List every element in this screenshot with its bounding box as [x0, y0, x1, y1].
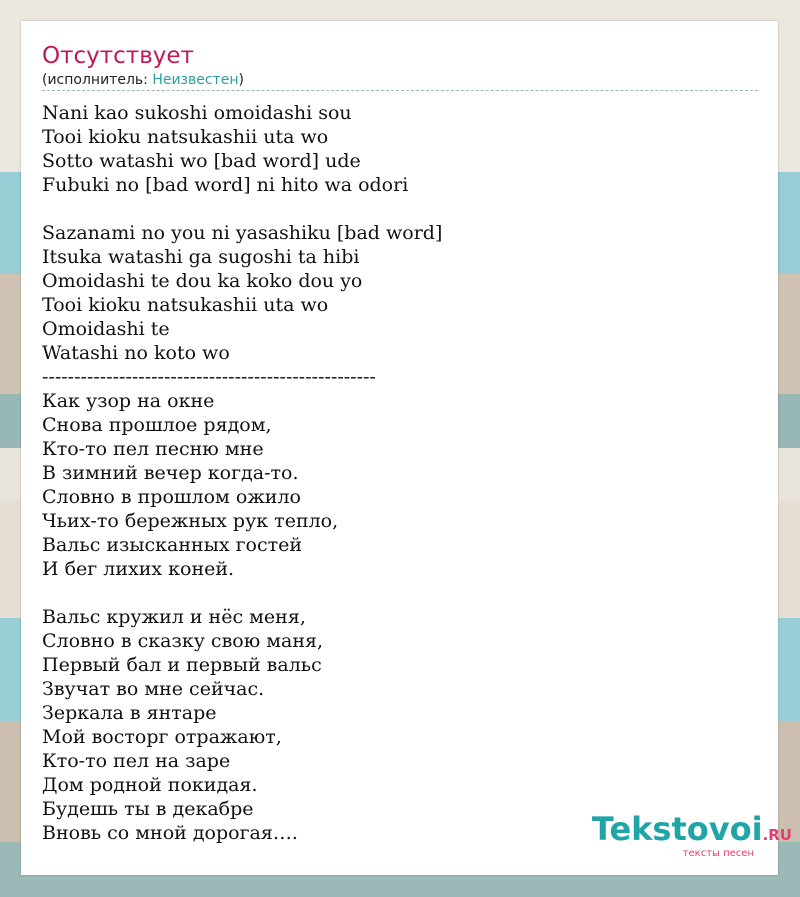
logo-tld: .RU [762, 826, 792, 844]
lyric-line: В зимний вечер когда-то. [42, 462, 299, 484]
artist-line [42, 71, 244, 89]
logo-name: Tekstovoi [591, 810, 763, 848]
lyric-line: ---------------------------------------------------- [42, 366, 376, 388]
lyric-line: Будешь ты в декабре [42, 798, 254, 820]
lyric-line: Вальс кружил и нёс меня, [42, 606, 306, 628]
lyric-line: Снова прошлое рядом, [42, 414, 272, 436]
lyric-line: Как узор на окне [42, 390, 215, 412]
site-logo[interactable] [592, 812, 792, 859]
artist-link[interactable]: Неизвестен [152, 72, 239, 88]
lyric-line: Sazanami no you ni yasashiku [bad word] [42, 222, 443, 244]
lyric-line: Tooi kioku natsukashii uta wo [42, 126, 329, 148]
lyric-line: Дом родной покидая. [42, 774, 258, 796]
lyric-line: И бег лихих коней. [42, 558, 235, 580]
lyric-line: Чьих-то бережных рук тепло, [42, 510, 339, 532]
title-divider [42, 90, 758, 91]
lyric-line: Watashi no koto wo [42, 342, 230, 364]
lyric-line: Словно в прошлом ожило [42, 486, 301, 508]
lyric-line: Словно в сказку свою маня, [42, 630, 324, 652]
lyric-line: Fubuki no [bad word] ni hito wa odori [42, 174, 409, 196]
lyric-line: Omoidashi te dou ka koko dou yo [42, 270, 363, 292]
logo-tagline: тексты песен [682, 848, 754, 859]
lyrics-text [42, 101, 742, 845]
logo-wordmark [592, 812, 792, 852]
lyric-line: Nani kao sukoshi omoidashi sou [42, 102, 352, 124]
lyric-line: Первый бал и первый вальс [42, 654, 322, 676]
lyric-line: Вальс изысканных гостей [42, 534, 303, 556]
lyric-line: Omoidashi te [42, 318, 170, 340]
lyric-line: Кто-то пел на заре [42, 750, 231, 772]
artist-prefix: (исполнитель: [42, 72, 153, 88]
artist-suffix: ) [238, 72, 244, 88]
lyric-line: Sotto watashi wo [bad word] ude [42, 150, 361, 172]
lyric-line: Мой восторг отражают, [42, 726, 282, 748]
song-title: Отсутствует [42, 43, 194, 69]
lyric-line: Зеркала в янтаре [42, 702, 217, 724]
lyric-line: Вновь со мной дорогая…. [42, 822, 298, 844]
lyric-line: Tooi kioku natsukashii uta wo [42, 294, 329, 316]
lyric-line: Звучат во мне сейчас. [42, 678, 265, 700]
stanza-break [42, 197, 742, 221]
stanza-break [42, 581, 742, 605]
lyrics-card [21, 21, 778, 875]
lyric-line: Itsuka watashi ga sugoshi ta hibi [42, 246, 360, 268]
lyric-line: Кто-то пел песню мне [42, 438, 264, 460]
